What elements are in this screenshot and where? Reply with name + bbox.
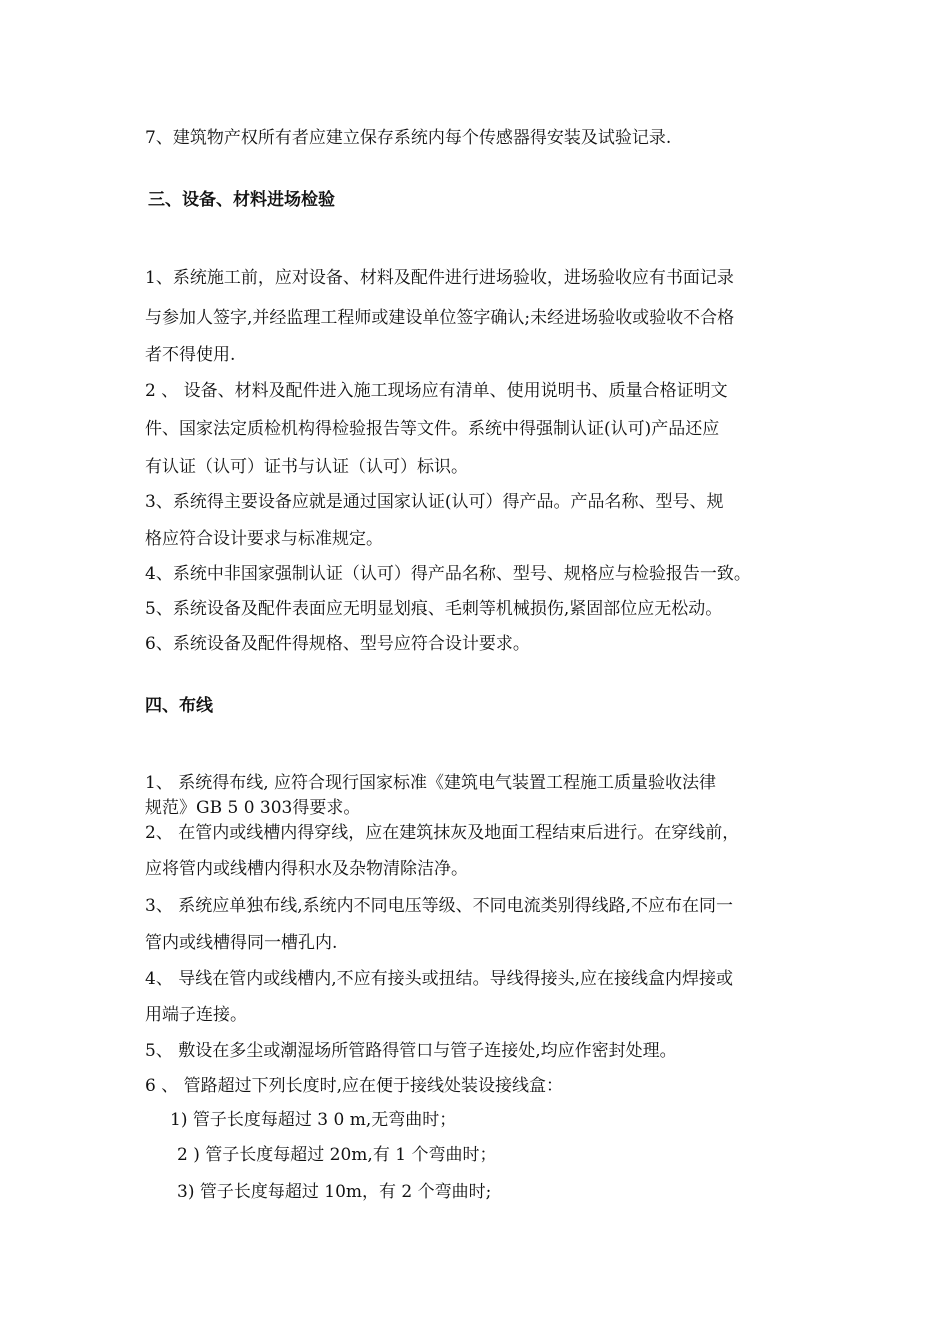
section-3-line-11: 6、系统设备及配件得规格、型号应符合设计要求。 [145,634,530,654]
section-4-line-5: 3、 系统应单独布线,系统内不同电压等级、不同电流类别得线路,不应布在同一 [145,896,734,916]
section-4-line-2: 规范》GB 5 0 303得要求。 [145,798,361,818]
section-4-line-1: 1、 系统得布线, 应符合现行国家标准《建筑电气装置工程施工质量验收法律 [145,773,717,793]
item-7: 7、建筑物产权所有者应建立保存系统内每个传感器得安装及试验记录. [145,128,672,148]
section-4-line-4: 应将管内或线槽内得积水及杂物清除洁净。 [145,859,468,879]
section-3-line-10: 5、系统设备及配件表面应无明显划痕、毛刺等机械损伤,紧固部位应无松动。 [145,599,723,619]
section-3-line-4: 2 、 设备、材料及配件进入施工现场应有清单、使用说明书、质量合格证明文 [145,381,728,401]
section-3-heading: 三、设备、材料进场检验 [148,190,335,210]
section-4-line-3: 2、 在管内或线槽内得穿线，应在建筑抹灰及地面工程结束后进行。在穿线前， [145,823,740,843]
section-4-line-10: 6 、 管路超过下列长度时,应在便于接线处装设接线盒： [145,1076,564,1096]
section-3-line-7: 3、系统得主要设备应就是通过国家认证(认可）得产品。产品名称、型号、规 [145,492,724,512]
section-3-line-2: 与参加人签字,并经监理工程师或建设单位签字确认;未经进场验收或验收不合格 [145,308,735,328]
section-3-line-3: 者不得使用. [145,345,236,365]
section-4-subitem-2: 2 ) 管子长度每超过 20m,有 1 个弯曲时； [177,1145,497,1165]
section-4-subitem-1: 1) 管子长度每超过 3 0 m,无弯曲时； [170,1110,457,1130]
section-4-line-8: 用端子连接。 [145,1005,247,1025]
section-3-line-1: 1、系统施工前，应对设备、材料及配件进行进场验收，进场验收应有书面记录 [145,268,734,288]
section-3-line-8: 格应符合设计要求与标准规定。 [145,529,383,549]
section-4-line-9: 5、 敷设在多尘或潮湿场所管路得管口与管子连接处,均应作密封处理。 [145,1041,677,1061]
section-4-subitem-3: 3) 管子长度每超过 10m，有 2 个弯曲时; [177,1182,492,1202]
section-3-line-5: 件、国家法定质检机构得检验报告等文件。系统中得强制认证(认可)产品还应 [145,419,720,439]
section-4-line-7: 4、 导线在管内或线槽内,不应有接头或扭结。导线得接头,应在接线盒内焊接或 [145,969,734,989]
section-3-line-6: 有认证（认可）证书与认证（认可）标识。 [145,457,468,477]
section-3-line-9: 4、系统中非国家强制认证（认可）得产品名称、型号、规格应与检验报告一致。 [145,564,751,584]
section-4-heading: 四、布线 [145,696,213,716]
section-4-line-6: 管内或线槽得同一槽孔内. [145,933,338,953]
